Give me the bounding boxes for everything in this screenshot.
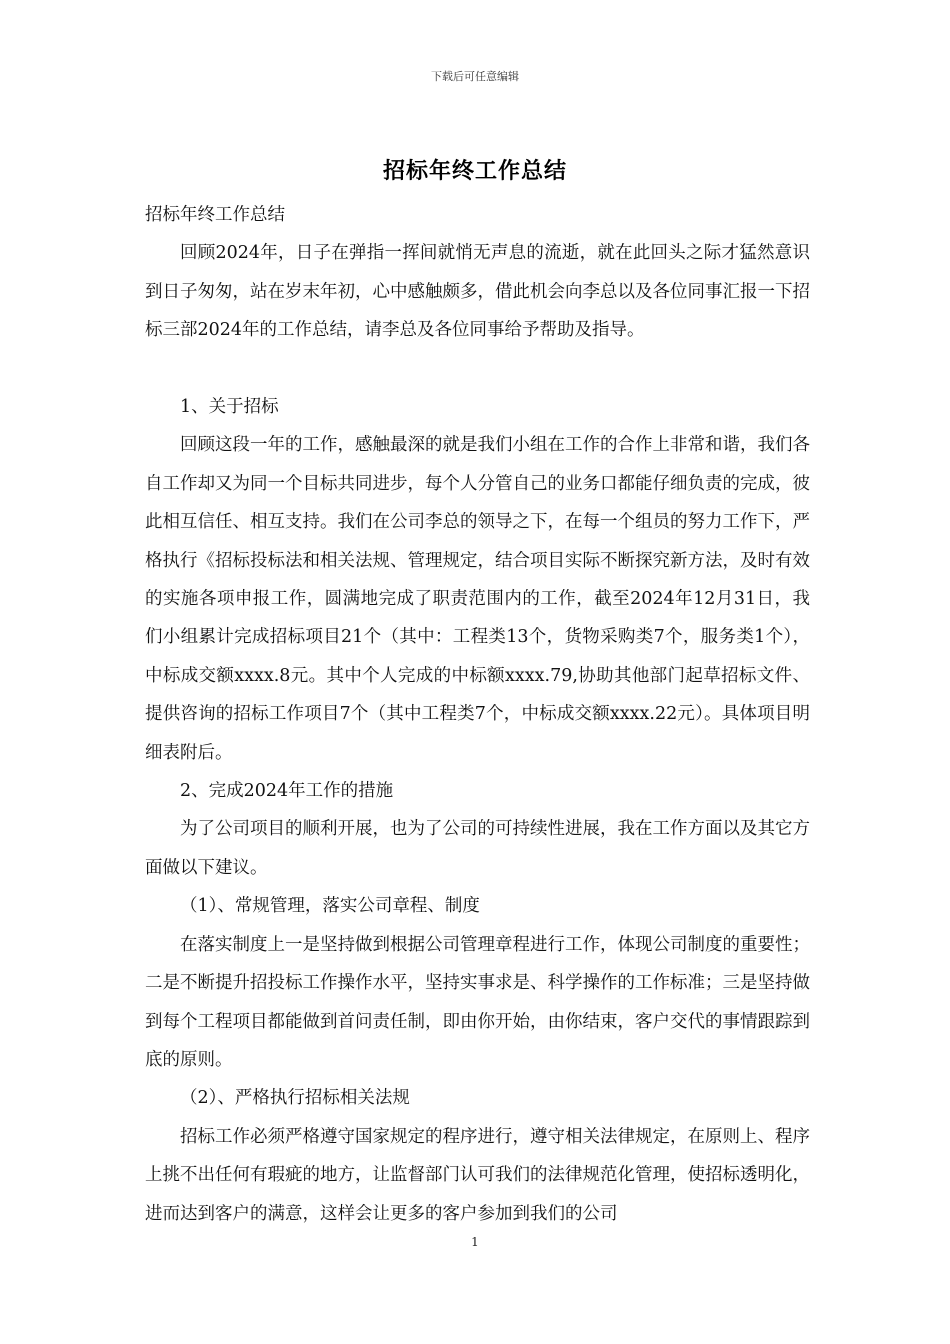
section-1-paragraph: 回顾这段一年的工作，感触最深的就是我们小组在工作的合作上非常和谐，我们各自工作却又为同一个目标共同进步，每个人分管自己的业务口都能仔细负责的完成，彼此相互信任、相互支持。我们在公司李总的领导之下，在每一个组员的努力工作下，严格执行《招标投标法和相关法规、管理规定，结合项目实际不断探究新方法，及时有效的实施各项申报工作，圆满地完成了职责范围内的工作，截至2024年12月31日，我们小组累计完成招标项目21个（其中：工程类13个，货物采购类7个，服务类1个），中标成交额xxxx.8元。其中个人完成的中标额xxxx.79,协助其他部门起草招标文件、提供咨询的招标工作项目7个（其中工程类7个，中标成交额xxxx.22元）。具体项目明细表附后。 [145, 435, 810, 763]
section-heading-2: 2、完成2024年工作的措施 [180, 781, 394, 802]
intro-paragraph: 回顾2024年，日子在弹指一挥间就悄无声息的流逝，就在此回头之际才猛然意识到日子匆匆，站在岁末年初，心中感触颇多，借此机会向李总以及各位同事汇报一下招标三部2024年的工作总结，请李总及各位同事给予帮助及指导。 [145, 243, 810, 341]
subsection-2-paragraph: 招标工作必须严格遵守国家规定的程序进行，遵守相关法律规定，在原则上、程序上挑不出任何有瑕疵的地方，让监督部门认可我们的法律规范化管理，使招标透明化，进而达到客户的满意，这样会让更多的客户参加到我们的公司 [145, 1126, 810, 1224]
section-2-paragraph: 为了公司项目的顺利开展，也为了公司的可持续性进展，我在工作方面以及其它方面做以下建议。 [145, 819, 810, 878]
header-note: 下载后可任意编辑 [431, 70, 519, 83]
section-heading-1: 1、关于招标 [180, 397, 279, 418]
subsection-heading-1: （1）、常规管理，落实公司章程、制度 [180, 896, 480, 917]
subsection-heading-2: （2）、严格执行招标相关法规 [180, 1088, 410, 1109]
document-body [145, 196, 810, 1233]
page-number: 1 [471, 1235, 479, 1249]
subtitle-paragraph: 招标年终工作总结 [145, 205, 285, 225]
document-title: 招标年终工作总结 [382, 158, 567, 184]
blank-line [145, 350, 810, 388]
subsection-1-paragraph: 在落实制度上一是坚持做到根据公司管理章程进行工作，体现公司制度的重要性；二是不断提升招投标工作操作水平，坚持实事求是、科学操作的工作标准；三是坚持做到每个工程项目都能做到首问责任制，即由你开始，由你结束，客户交代的事情跟踪到底的原则。 [145, 934, 810, 1070]
